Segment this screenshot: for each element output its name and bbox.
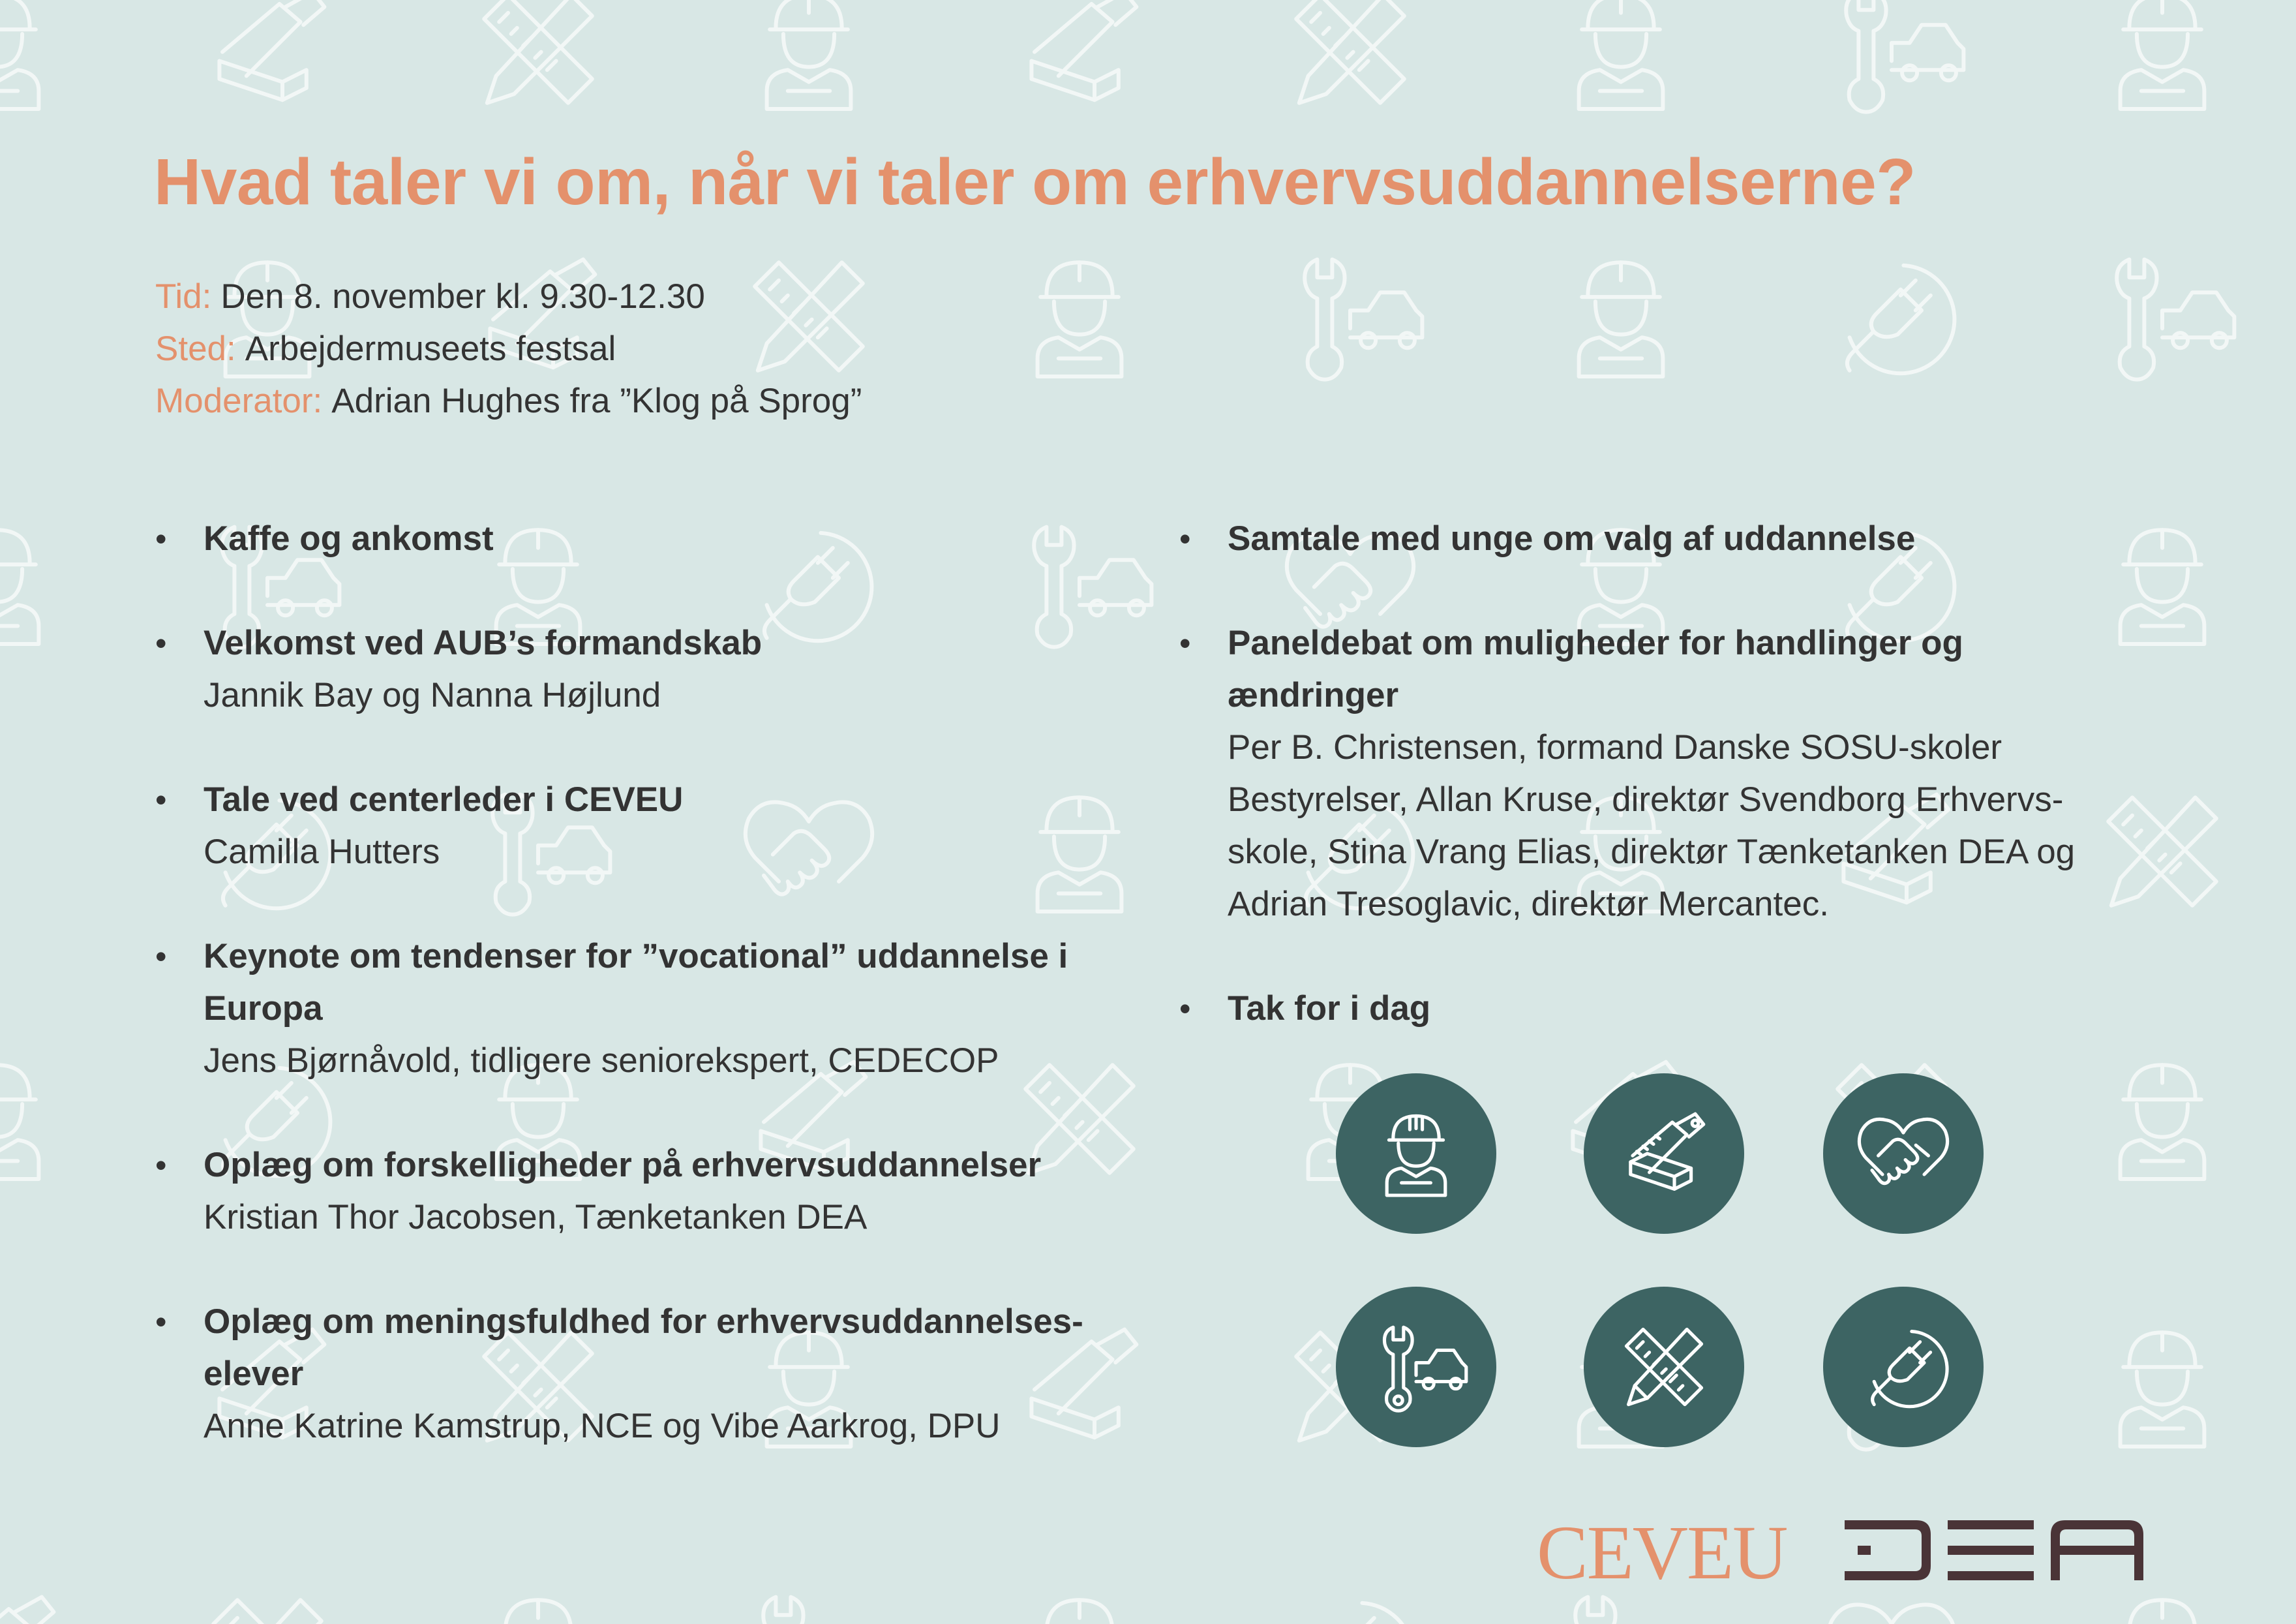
plug-icon-circle xyxy=(1823,1287,1984,1447)
agenda-item-speakers-line: Bestyrelser, Allan Kruse, direktør Svendborg Erhvervs- xyxy=(1228,780,2064,819)
worker-icon xyxy=(1364,1101,1468,1206)
agenda-item-title: • Samtale med unge om valg af uddannelse xyxy=(1228,519,1916,558)
agenda-item xyxy=(155,617,1134,722)
agenda-item-title-line: • Paneldebat om muligheder for handlinger og xyxy=(1228,624,1963,662)
agenda-item xyxy=(1179,617,2158,930)
agenda-item-title: • Tale ved centerleder i CEVEU xyxy=(204,780,684,819)
saw-icon xyxy=(1612,1101,1716,1206)
ceveu-logo: CEVEU xyxy=(1537,1510,1787,1595)
ruler-pencil-icon xyxy=(1612,1315,1716,1419)
agenda-item-title: • Oplæg om forskelligheder på erhvervsuddannelser xyxy=(204,1146,1042,1184)
agenda-item-speakers-line: Per B. Christensen, formand Danske SOSU-skoler xyxy=(1228,728,2002,767)
agenda-item-title-line: Europa xyxy=(204,989,323,1028)
moderator-value: Adrian Hughes fra ”Klog på Sprog” xyxy=(331,382,862,420)
agenda-item-title: • Kaffe og ankomst xyxy=(204,519,494,558)
event-meta xyxy=(155,271,862,427)
agenda-item-speakers: Kristian Thor Jacobsen, Tænketanken DEA xyxy=(204,1198,868,1236)
ruler-pencil-icon-circle xyxy=(1584,1287,1744,1447)
page-title: Hvad taler vi om, når vi taler om erhvervsuddannelserne? xyxy=(154,146,1916,219)
worker-icon-circle xyxy=(1336,1073,1496,1234)
agenda-item xyxy=(1179,983,2158,1035)
wrench-car-icon-circle xyxy=(1336,1287,1496,1447)
place-value: Arbejdermuseets festsal xyxy=(245,329,616,368)
agenda-item-speakers: Camilla Hutters xyxy=(204,833,440,871)
handshake-icon xyxy=(1851,1101,1956,1206)
agenda-list-right xyxy=(1179,513,2158,1087)
handshake-icon-circle xyxy=(1823,1073,1984,1234)
meta-time xyxy=(155,271,862,323)
agenda-item-speakers-line: Adrian Tresoglavic, direktør Mercantec. xyxy=(1228,885,1829,923)
moderator-label: Moderator: xyxy=(155,382,323,420)
time-value: Den 8. november kl. 9.30-12.30 xyxy=(220,277,705,316)
place-label: Sted: xyxy=(155,329,236,368)
agenda-list-left xyxy=(155,513,1134,1505)
agenda-item-title-line: ændringer xyxy=(1228,676,1399,714)
agenda-item xyxy=(155,513,1134,565)
agenda-item-speakers: Jens Bjørnåvold, tidligere seniorekspert, CEDECOP xyxy=(204,1041,999,1080)
agenda-item-title-line: elever xyxy=(204,1355,304,1393)
agenda-item-title-line: • Oplæg om meningsfuldhed for erhvervsuddannelses- xyxy=(204,1302,1083,1341)
wrench-car-icon xyxy=(1364,1315,1468,1419)
dea-logo xyxy=(1845,1520,2143,1580)
agenda-item-title: • Velkomst ved AUB’s formandskab xyxy=(204,624,763,662)
agenda-item xyxy=(155,1296,1134,1452)
meta-place xyxy=(155,323,862,375)
agenda-item xyxy=(155,774,1134,878)
agenda-item xyxy=(155,930,1134,1087)
plug-icon xyxy=(1851,1315,1956,1419)
agenda-item-speakers: Anne Katrine Kamstrup, NCE og Vibe Aarkrog, DPU xyxy=(204,1407,1001,1445)
agenda-item xyxy=(1179,513,2158,565)
agenda-item-speakers: Jannik Bay og Nanna Højlund xyxy=(204,676,661,714)
agenda-item-title: • Tak for i dag xyxy=(1228,989,1431,1028)
meta-moderator xyxy=(155,375,862,427)
agenda-item xyxy=(155,1139,1134,1244)
saw-icon-circle xyxy=(1584,1073,1744,1234)
agenda-item-speakers-line: skole, Stina Vrang Elias, direktør Tænketanken DEA og xyxy=(1228,833,2076,871)
agenda-item-title-line: • Keynote om tendenser for ”vocational” uddannelse i xyxy=(204,937,1068,975)
time-label: Tid: xyxy=(155,277,212,316)
